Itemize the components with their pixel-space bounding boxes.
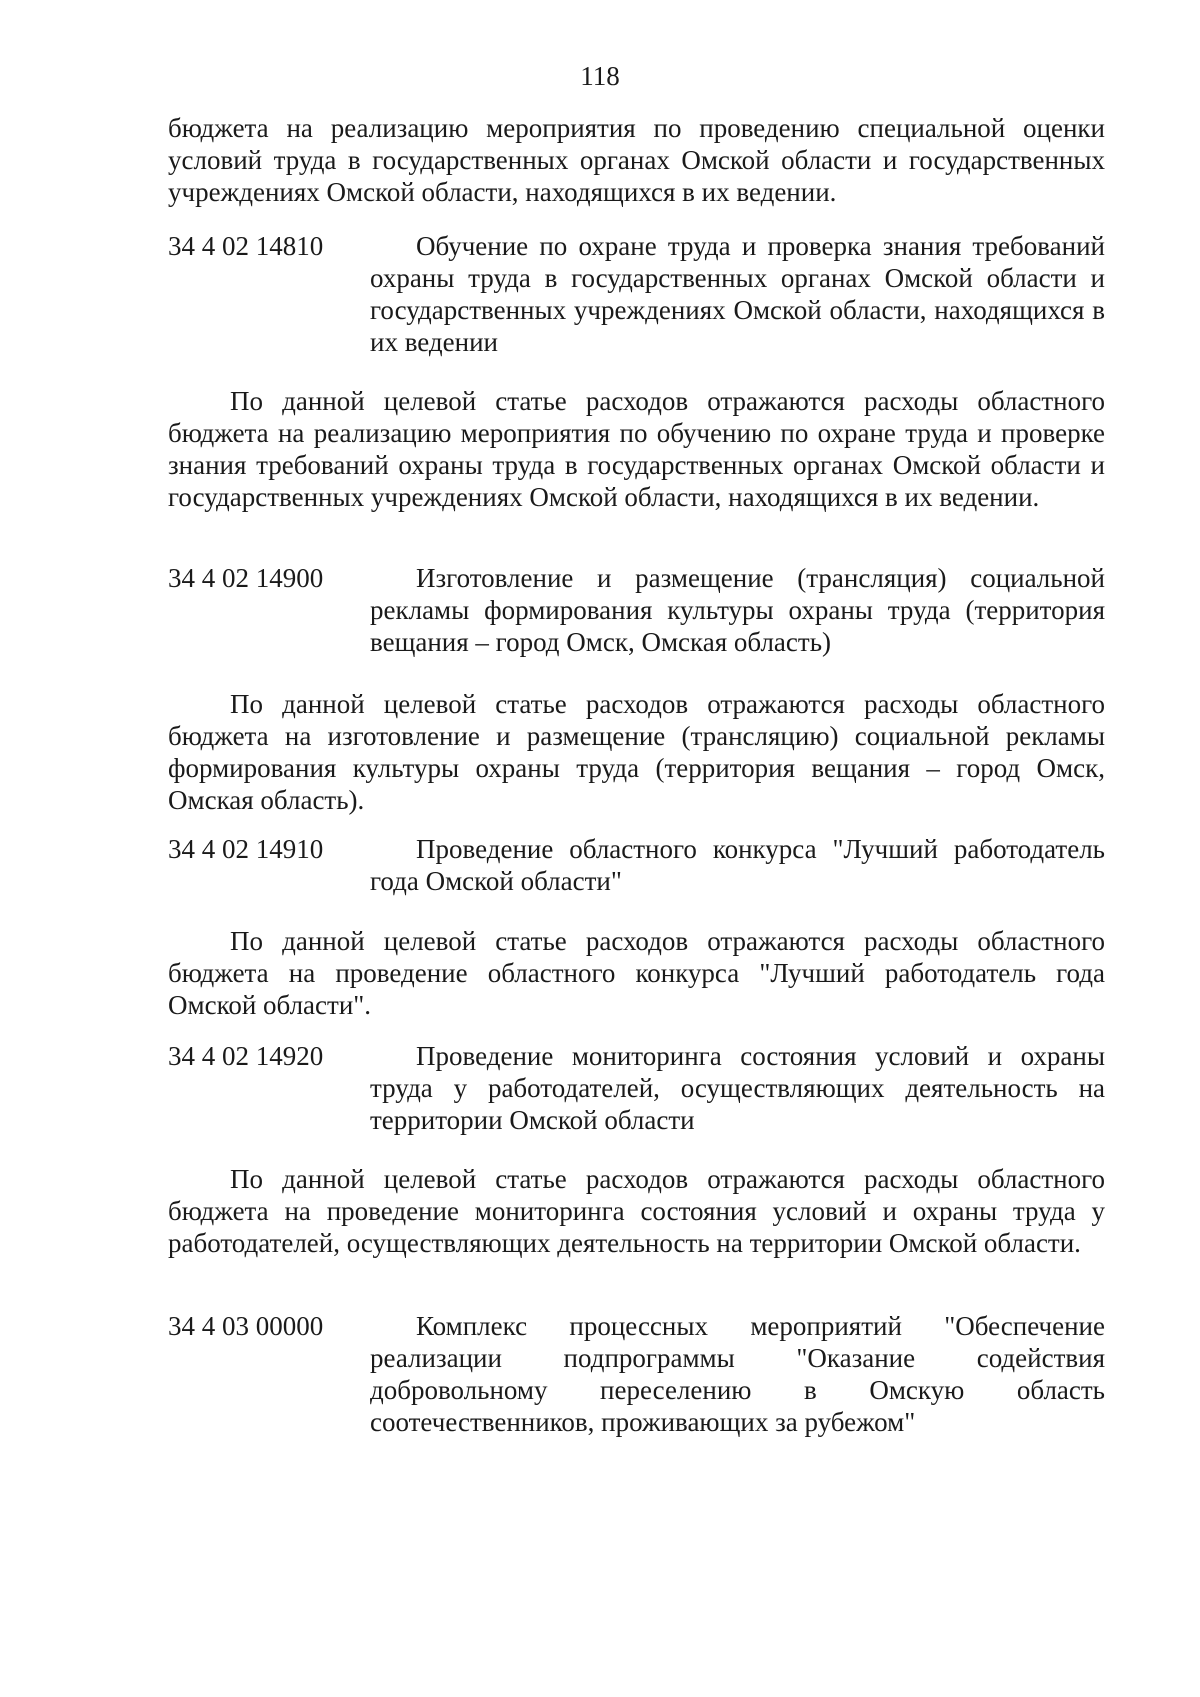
- entry-code: 34 4 02 14900: [168, 563, 324, 593]
- entry-14810: [168, 230, 1105, 358]
- entry-0300000: [168, 1310, 1105, 1438]
- intro-paragraph: бюджета на реализацию мероприятия по проведению специальной оценки условий труда в государственных органах Омской области и государственных учреждениях Омской области, находящихся в их ведении.: [168, 113, 1105, 207]
- entry-code: 34 4 02 14910: [168, 834, 324, 864]
- page-number: 118: [580, 61, 620, 91]
- entry-code: 34 4 02 14810: [168, 231, 324, 261]
- entry-description: По данной целевой статье расходов отражаются расходы областного бюджета на проведение мониторинга состояния условий и охраны труда у работодателей, осуществляющих деятельность на территории Омской области.: [168, 1164, 1105, 1258]
- entry-title: Изготовление и размещение (трансляция) социальной рекламы формирования культуры охраны труда (территория вещания – город Омск, Омская область): [370, 563, 1105, 657]
- entry-14910: [168, 833, 1105, 897]
- entry-14920: [168, 1040, 1105, 1136]
- entry-title: Обучение по охране труда и проверка знания требований охраны труда в государственных органах Омской области и государственных учреждениях Омской области, находящихся в их ведении: [370, 231, 1105, 357]
- entry-code: 34 4 02 14920: [168, 1041, 324, 1071]
- entry-title: Комплекс процессных мероприятий "Обеспечение реализации подпрограммы "Оказание содействия добровольному переселению в Омскую область соотечественников, проживающих за рубежом": [370, 1311, 1105, 1437]
- entry-description: По данной целевой статье расходов отражаются расходы областного бюджета на изготовление и размещение (трансляцию) социальной рекламы формирования культуры охраны труда (территория вещания – город Омск, Омская область).: [168, 689, 1105, 815]
- entry-description: По данной целевой статье расходов отражаются расходы областного бюджета на проведение областного конкурса "Лучший работодатель года Омской области".: [168, 926, 1105, 1020]
- entry-code: 34 4 03 00000: [168, 1311, 324, 1341]
- entry-title: Проведение мониторинга состояния условий и охраны труда у работодателей, осуществляющих деятельность на территории Омской области: [370, 1041, 1105, 1135]
- entry-description: По данной целевой статье расходов отражаются расходы областного бюджета на реализацию мероприятия по обучению по охране труда и проверке знания требований охраны труда в государственных органах Омской области и государственных учреждениях Омской области, находящихся в их ведении.: [168, 386, 1105, 512]
- entry-14900: [168, 562, 1105, 658]
- entry-title: Проведение областного конкурса "Лучший работодатель года Омской области": [370, 834, 1105, 896]
